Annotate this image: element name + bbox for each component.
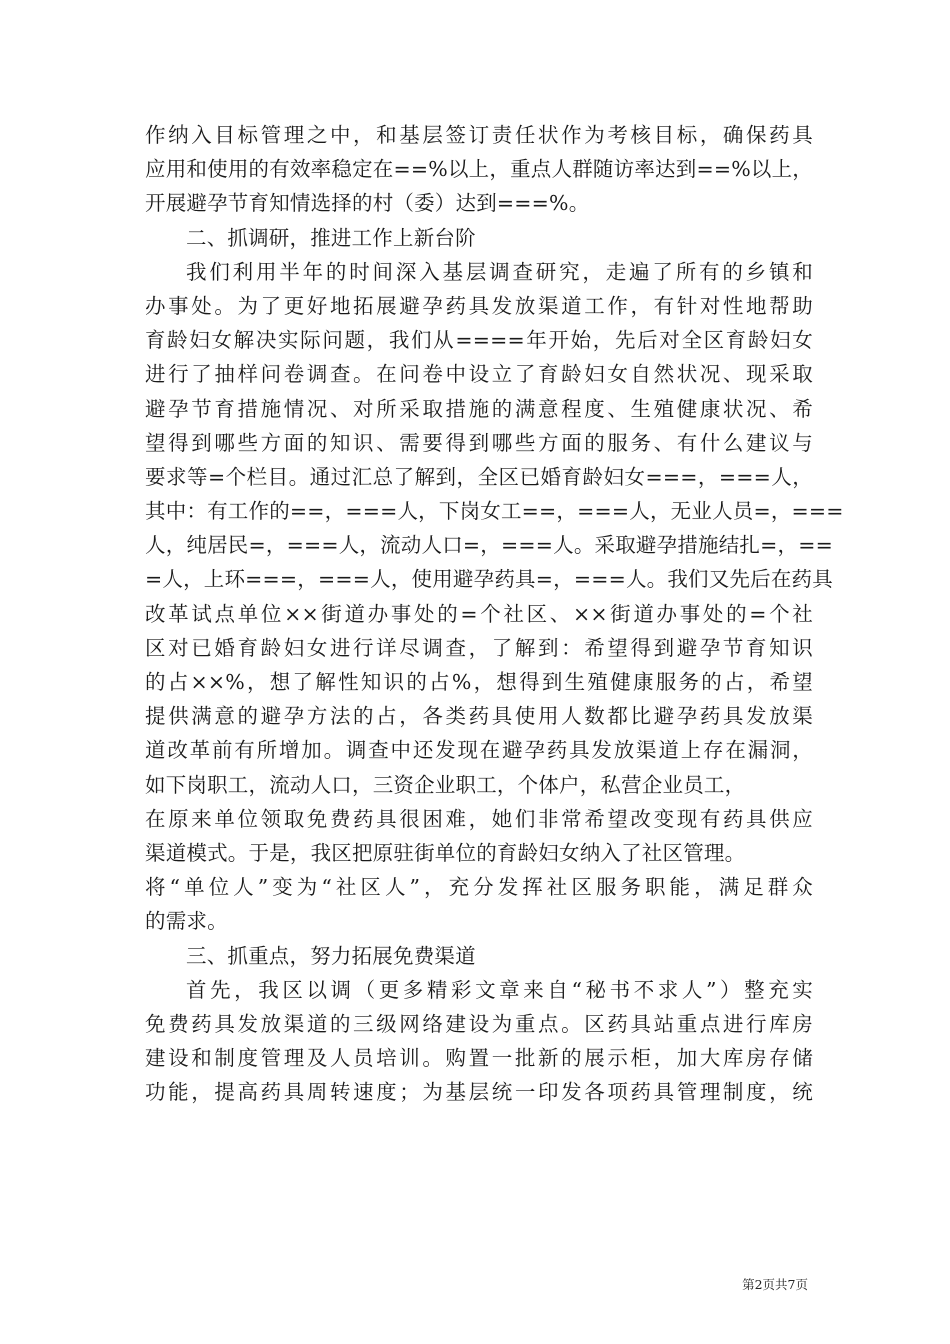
text-line: 作纳入目标管理之中，和基层签订责任状作为考核目标，确保药具	[145, 123, 813, 147]
text-line: 功能，提高药具周转速度；为基层统一印发各项药具管理制度，统	[145, 1080, 813, 1105]
text-line: 应用和使用的有效率稳定在==%以上，重点人群随访率达到==%以上，	[145, 157, 813, 182]
text-line: 将“单位人”变为“社区人”，充分发挥社区服务职能，满足群众	[145, 875, 813, 900]
text-line: 我们利用半年的时间深入基层调查研究，走遍了所有的乡镇和	[186, 259, 813, 284]
text-line: 改革试点单位××街道办事处的=个社区、××街道办事处的=个社	[145, 601, 813, 626]
text-line: 的需求。	[145, 909, 228, 934]
text-line: 二、抓调研，推进工作上新台阶	[186, 225, 476, 250]
text-line: 建设和制度管理及人员培训。购置一批新的展示柜，加大库房存储	[145, 1046, 813, 1071]
text-line: 区对已婚育龄妇女进行详尽调查，了解到：希望得到避孕节育知识	[145, 635, 813, 660]
body-text	[145, 118, 844, 1109]
text-line: 在原来单位领取免费药具很困难，她们非常希望改变现有药具供应	[145, 806, 813, 831]
text-line: 如下岗职工，流动人口，三资企业职工，个体户，私营企业员工，	[145, 772, 746, 797]
text-line: 避孕节育措施情况、对所采取措施的满意程度、生殖健康状况、希	[145, 396, 813, 421]
text-line: 进行了抽样问卷调查。在问卷中设立了育龄妇女自然状况、现采取	[145, 362, 813, 387]
text-line: 人，纯居民=，===人，流动人口=，===人。采取避孕措施结扎=，==	[145, 533, 833, 558]
text-line: 三、抓重点，努力拓展免费渠道	[186, 943, 476, 968]
text-line: 其中：有工作的==，===人，下岗女工==，===人，无业人员=，===	[145, 499, 844, 524]
text-line: 免费药具发放渠道的三级网络建设为重点。区药具站重点进行库房	[145, 1011, 813, 1036]
text-line: 首先，我区以调（更多精彩文章来自“秘书不求人”）整充实	[186, 977, 813, 1002]
text-line: 开展避孕节育知情选择的村（委）达到===%。	[145, 191, 590, 216]
text-line: 提供满意的避孕方法的占，各类药具使用人数都比避孕药具发放渠	[145, 704, 813, 729]
text-line: 望得到哪些方面的知识、需要得到哪些方面的服务、有什么建议与	[145, 430, 813, 455]
text-line: 办事处。为了更好地拓展避孕药具发放渠道工作，有针对性地帮助	[145, 293, 813, 318]
text-line: 要求等=个栏目。通过汇总了解到，全区已婚育龄妇女===，===人，	[145, 464, 813, 489]
text-line: 渠道模式。于是，我区把原驻街单位的育龄妇女纳入了社区管理。	[145, 840, 746, 865]
text-line: =人，上环===，===人，使用避孕药具=，===人。我们又先后在药具	[145, 567, 833, 592]
text-line: 道改革前有所增加。调查中还发现在避孕药具发放渠道上存在漏洞，	[145, 738, 813, 763]
page-number: 第2页共7页	[742, 1277, 808, 1292]
text-line: 育龄妇女解决实际问题，我们从====年开始，先后对全区育龄妇女	[145, 328, 813, 353]
text-line: 的占××%，想了解性知识的占%，想得到生殖健康服务的占，希望	[145, 670, 813, 694]
